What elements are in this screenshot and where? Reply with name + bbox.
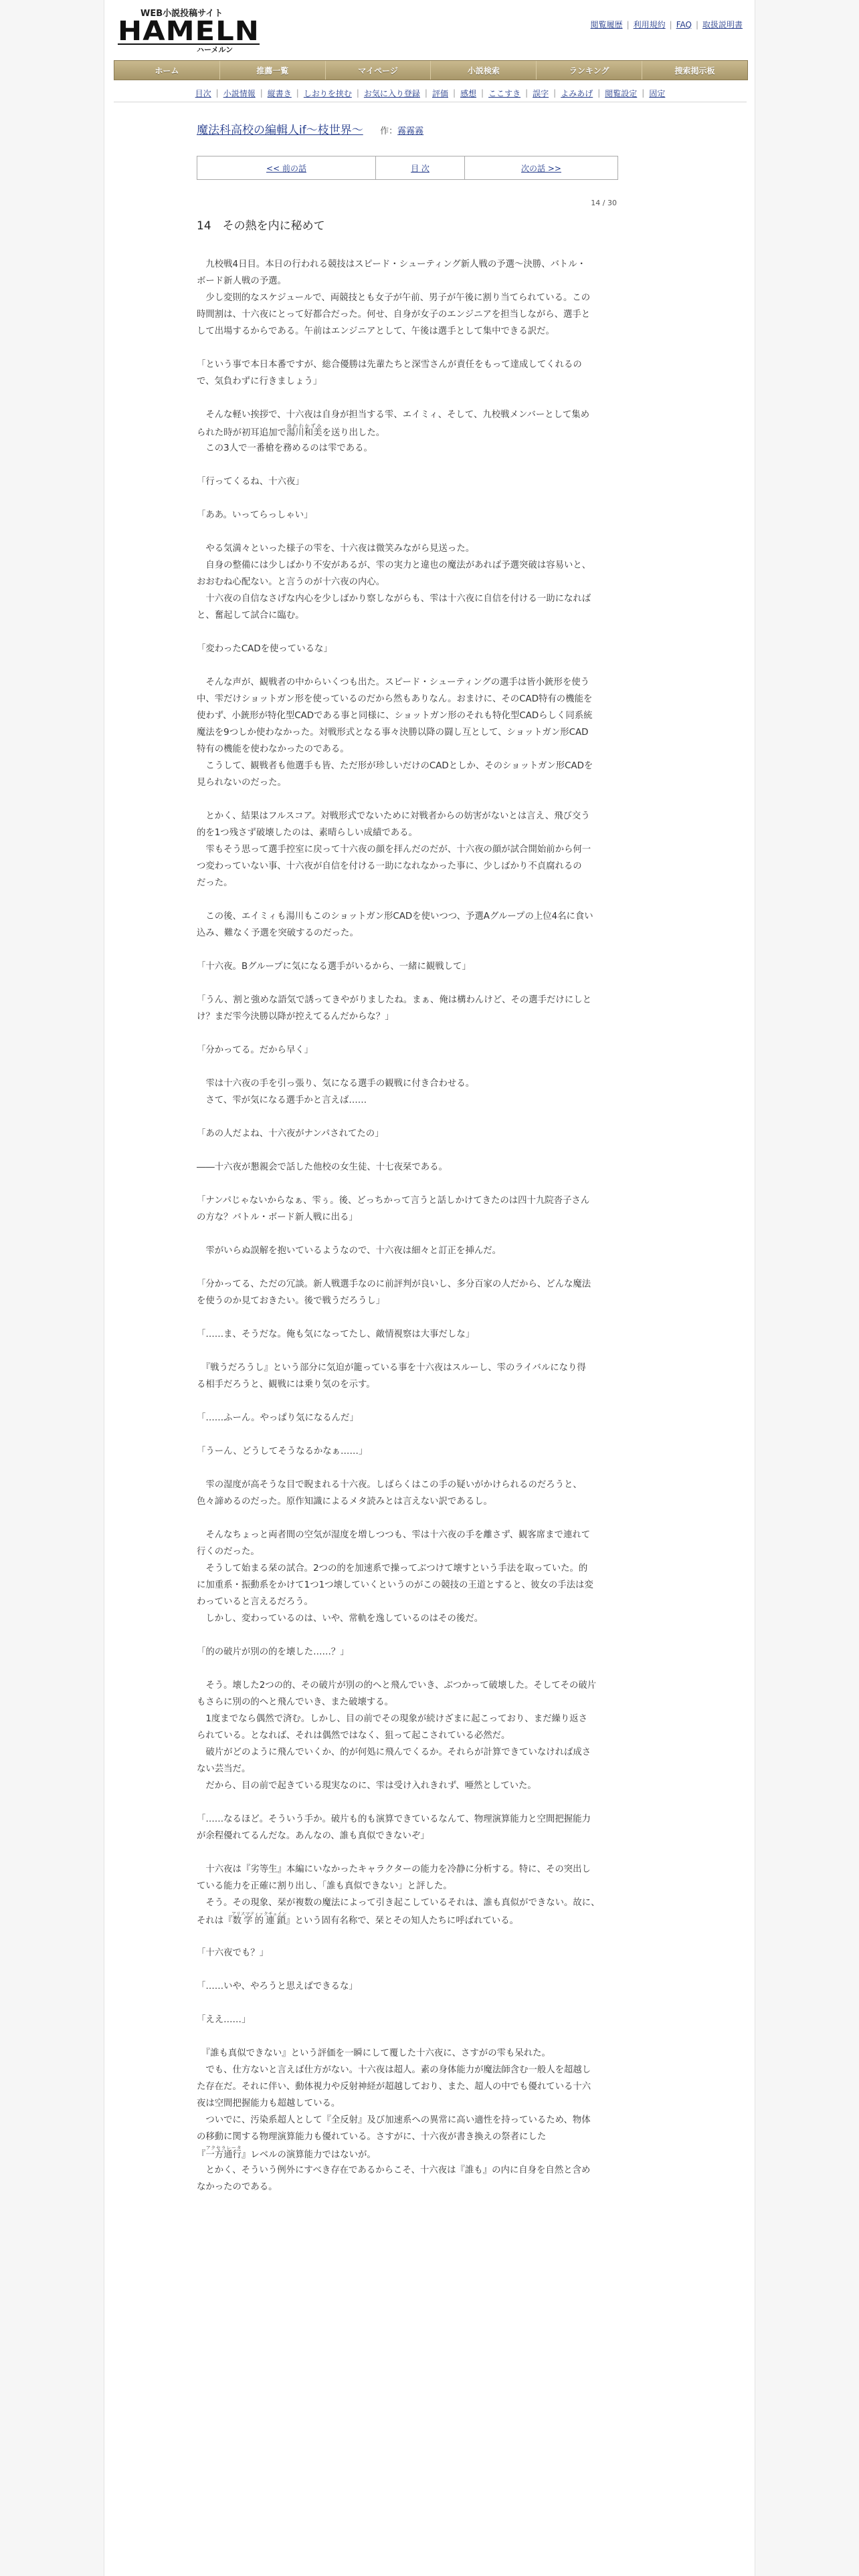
nav-search[interactable]: 小説検索 xyxy=(431,61,537,80)
body-line: それは『数学的連鎖アリスマティックチェイン』という固有名称で、栞とその知人たちに呼ばれている。 xyxy=(197,1911,518,1926)
blank-line xyxy=(197,975,617,992)
subnav-settings[interactable]: 閲覧設定 xyxy=(605,88,638,98)
body-line: 「分かってる。だから早く」 xyxy=(197,1045,314,1055)
novel-title-link[interactable]: 魔法科高校の編輯人if～枝世界～ xyxy=(197,124,363,137)
blank-line xyxy=(197,390,617,407)
body-line: 「うん、割と強めな語気で誘ってきやがりましたね。まぁ、俺は構わんけど、その選手だけにしと xyxy=(197,995,591,1005)
subnav-typo[interactable]: 誤字 xyxy=(533,88,549,98)
body-line: なかったのである。 xyxy=(197,2182,278,2192)
ruby-text xyxy=(231,1911,287,1926)
body-line: 「行ってくるね、十六夜」 xyxy=(197,477,304,487)
chapter-title: 14 その熱を内に秘めて xyxy=(197,219,325,233)
blank-line xyxy=(197,1426,617,1443)
link-manual[interactable]: 取扱説明書 xyxy=(702,20,743,29)
body-line: こうして、観戦者も他選手も皆、ただ形が珍しいだけのCADとしか、そのショットガン形CADを xyxy=(197,761,593,771)
ruby-base: 湯川和美 xyxy=(286,428,322,438)
blank-line xyxy=(197,457,617,473)
body-line: そう。壊した2つの的、その破片が別の的へと飛んでいき、ぶつかって破壊した。そしてその破片 xyxy=(197,1681,597,1691)
nav-mypage[interactable]: マイページ xyxy=(326,61,432,80)
body-line: ない芸当だ。 xyxy=(197,1764,251,1774)
body-line: ――十六夜が懇親会で話した他校の女生徒、十七夜栞である。 xyxy=(197,1162,448,1172)
body-line: 『戦うだろうし』という部分に気迫が籠っている事を十六夜はスルーし、雫のライバルになり得 xyxy=(197,1363,586,1373)
body-line: とかく、結果はフルスコア。対戦形式でないために対戦者からの妨害がないとは言え、飛び交う xyxy=(197,811,590,821)
body-line: と、奮起して試合に臨む。 xyxy=(197,611,304,621)
blank-line xyxy=(197,490,617,507)
body-line: おおむね心配ない。と言うのが十六夜の内心。 xyxy=(197,577,385,587)
body-line: わっていると言えるだろう。 xyxy=(197,1597,313,1607)
body-line: 夜は空間把握能力も超越している。 xyxy=(197,2099,341,2109)
body-line: だから、目の前で起きている現実なのに、雫は受け入れきれず、唖然としていた。 xyxy=(197,1781,537,1791)
prev-chapter-link[interactable]: << 前の話 xyxy=(197,156,376,179)
body-line: 中、雫だけショットガン形を使っているのだから然もありなん。おまけに、そのCAD特有の機能を xyxy=(197,694,593,704)
logo-tagline: WEB小説投稿サイト xyxy=(140,9,223,19)
body-line: 十六夜の自信なさげな内心を少しばかり察しながらも、雫は十六夜に自信を付ける一助になれば xyxy=(197,594,591,604)
blank-line xyxy=(197,1109,617,1125)
top-links: 閲覧履歴 | 利用規約 | FAQ | 取扱説明書 xyxy=(590,20,743,29)
subnav-rate[interactable]: 評価 xyxy=(432,88,448,98)
body-line: け？まだ雫今決勝以降が控えてるんだからな？」 xyxy=(197,1012,394,1022)
ruby-annotation: ゆかわかずみ xyxy=(286,423,322,429)
body-line: そんなちょっと両者間の空気が湿度を増しつつも、雫は十六夜の手を離さず、観客席まで連れて xyxy=(197,1530,591,1540)
body-line: そんな声が、観戦者の中からいくつも出た。スピード・シューティングの選手は皆小銃形を使う xyxy=(197,677,590,687)
body-line: だった。 xyxy=(197,878,233,888)
body-line: 特有の機能を使わなかったのである。 xyxy=(197,744,349,754)
body-line: 「的の破片が別の的を壊した……？」 xyxy=(197,1647,349,1657)
blank-line xyxy=(197,1142,617,1159)
body-line: やる気満々といった様子の雫を、十六夜は微笑みながら見送った。 xyxy=(197,544,475,554)
blank-line xyxy=(197,524,617,540)
blank-line xyxy=(197,1226,617,1243)
blank-line xyxy=(197,1660,617,1677)
body-line: 行くのだった。 xyxy=(197,1547,260,1557)
body-line: 魔法を9つしか使わなかった。対戦形式となる事々決勝以降の闘し互として、ショットガン形CAD xyxy=(197,728,589,738)
body-line: 「ナンパじゃないからなぁ、雫ぅ。後、どっちかって言うと話しかけてきたのは四十九院沓子さん xyxy=(197,1196,590,1206)
chapter-pager xyxy=(197,156,618,180)
body-line: 込み、難なく予選を突破するのだった。 xyxy=(197,928,359,938)
body-line: この3人で一番槍を務めるのは雫である。 xyxy=(197,443,373,453)
body-line: 1度までなら偶然で済む。しかし、目の前でその現象が続けざまに起こっており、まだ繰り返さ xyxy=(197,1714,588,1724)
subnav-review[interactable]: 感想 xyxy=(460,88,477,98)
body-line: 「あの人だよね、十六夜がナンパされてたの」 xyxy=(197,1129,384,1139)
body-line: もさらに別の的へと飛んでいき、また破壊する。 xyxy=(197,1697,394,1707)
body-line: た存在だ。それに伴い、動体視力や反射神経が超越しており、また、超人の中でも優れている十六 xyxy=(197,2082,591,2092)
page-count: 14 / 30 xyxy=(591,199,617,207)
body-line: 「うーん、どうしてそうなるかなぁ……」 xyxy=(197,1446,368,1457)
body-line: 「……ま、そうだな。俺も気になってたし、敵情視察は大事だしな」 xyxy=(197,1329,475,1339)
body-line: して出場するからである。午前はエンジニアとして、午後は選手として集中できる訳だ。 xyxy=(197,326,555,336)
body-line: 「……いや、やろうと思えばできるな」 xyxy=(197,1981,358,1992)
next-chapter-link[interactable]: 次の話 >> xyxy=(521,163,561,173)
body-line: ている能力を正確に割り出し、「誰も真似できない」と評した。 xyxy=(197,1881,452,1891)
body-line: 少し変則的なスケジュールで、両競技とも女子が午前、男子が午後に割り当てられている。この xyxy=(197,293,591,303)
blank-line xyxy=(197,1309,617,1326)
body-line: しかし、変わっているのは、いや、常軌を逸しているのはその後だ。 xyxy=(197,1614,484,1624)
body-line: 見られないのだった。 xyxy=(197,778,286,788)
body-line: とかく、そういう例外にすべき存在であるからこそ、十六夜は『誰も』の内に自身を自然と含め xyxy=(197,2165,591,2175)
body-line: られた時が初耳追加で湯川和美ゆかわかずみを送り出した。 xyxy=(197,423,385,438)
blank-line xyxy=(197,1844,617,1861)
nav-ranking[interactable]: ランキング xyxy=(537,61,642,80)
body-line: 時間割は、十六夜にとって好都合だった。何せ、自身が女子のエンジニアを担当しながら、選手と xyxy=(197,310,591,320)
body-line: る相手だろうと、観戦には乗り気のを示す。 xyxy=(197,1380,375,1390)
link-history[interactable]: 閲覧履歴 xyxy=(590,20,623,29)
ruby-base: 数学的連鎖 xyxy=(231,1916,287,1926)
body-line: 雫もそう思って選手控室に戻って十六夜の顔を拝んだのだが、十六夜の顔が試合開始前から何一 xyxy=(197,845,591,855)
author-link[interactable]: 霧霧霧 xyxy=(397,126,424,136)
body-line: 「という事で本日本番ですが、総合優勝は先輩たちと深雪さんが責任をもって達成してくれるの xyxy=(197,360,582,370)
body-line: られている。となれば、それは偶然ではなく、狙って起こされている必然だ。 xyxy=(197,1731,510,1741)
body-line: そんな軽い挨拶で、十六夜は自身が担当する雫、エイミィ、そして、九校戦メンバーとして集め xyxy=(197,410,590,420)
blank-line xyxy=(197,1393,617,1410)
body-line: 『誰も真似できない』という評価を一瞬にして覆した十六夜に、さすがの雫も呆れた。 xyxy=(197,2048,551,2058)
body-line: そう。その現象、栞が複数の魔法によって引き起こしているそれは、誰も真似ができない。故に、 xyxy=(197,1898,600,1908)
ruby-annotation: アクセラレータ xyxy=(205,2145,242,2151)
body-line: 雫は十六夜の手を引っ張り、気になる選手の観戦に付き合わせる。 xyxy=(197,1079,475,1089)
body-line: さて、雫が気になる選手かと言えば…… xyxy=(197,1095,367,1105)
body-line: この後、エイミィも湯川もこのショットガン形CADを使いつつ、予選Aグループの上位4名に食い xyxy=(197,911,593,922)
subnav-readaloud[interactable]: よみあげ xyxy=(561,88,593,98)
page xyxy=(104,0,755,2576)
blank-line xyxy=(197,1627,617,1644)
subnav-toc[interactable]: 目次 xyxy=(195,88,211,98)
ruby-text xyxy=(286,423,322,438)
blank-line xyxy=(197,657,617,674)
ruby-annotation: アリスマティックチェイン xyxy=(231,1911,287,1917)
blank-line xyxy=(197,1343,617,1360)
ruby-base: 一方通行 xyxy=(205,2150,242,2160)
author-label: 作： xyxy=(380,126,398,136)
blank-line xyxy=(197,1794,617,1811)
subnav-pin[interactable]: 固定 xyxy=(649,88,666,98)
body-line: 『一方通行アクセラレータ』レベルの演算能力ではないが。 xyxy=(197,2145,376,2160)
link-terms[interactable]: 利用規約 xyxy=(633,20,666,29)
subnav-info[interactable]: 小説情報 xyxy=(223,88,256,98)
body-line: 「ええ……」 xyxy=(197,2015,251,2025)
logo-wordmark: HAMELN xyxy=(118,16,260,47)
body-line: が余程優れてるんだな。あんなの、誰も真似できないぞ」 xyxy=(197,1831,430,1841)
body-line: を使うのか見ておきたい。後で戦うだろうし」 xyxy=(197,1296,385,1306)
body-line: 使わず、小銃形が特化型CADである事と同様に、ショットガン形のそれも特化型CADらしく同系統 xyxy=(197,711,593,721)
body-line: 雫の湿度が高そうな目で睨まれる十六夜。しばらくはこの手の疑いがかけられるのだろうと、 xyxy=(197,1480,582,1490)
blank-line xyxy=(197,1259,617,1276)
subnav-favorite[interactable]: お気に入り登録 xyxy=(363,88,420,98)
blank-line xyxy=(197,624,617,641)
body-line: で、気負わずに行きましょう」 xyxy=(197,377,322,387)
blank-line xyxy=(197,2028,617,2045)
body-line: に加重系・振動系をかけて1つ1つ壊していくというのがこの競技の王道とすると、彼女の手法は変 xyxy=(197,1580,593,1590)
blank-line xyxy=(197,1995,617,2012)
body-line: 「ああ。いってらっしゃい」 xyxy=(197,510,313,520)
hameln-logo[interactable] xyxy=(116,7,264,53)
ruby-text xyxy=(205,2145,242,2160)
blank-line xyxy=(197,791,617,808)
blank-line xyxy=(197,1460,617,1477)
nav-board[interactable]: 捜索掲示板 xyxy=(674,66,715,76)
body-line: そうして始まる栞の試合。2つの的を加速系で操ってぶつけて壊すという手法を取っていた。的 xyxy=(197,1564,588,1574)
body-line: ついでに、汚染系超人として『全反射』及び加速系への異常に高い適性を持っているため、物体 xyxy=(197,2115,591,2125)
body-line: 十六夜は『劣等生』本編にいなかったキャラクターの能力を冷静に分析する。特に、その突出し xyxy=(197,1864,591,1874)
nav-recommend[interactable]: 推薦一覧 xyxy=(220,61,326,80)
blank-line xyxy=(197,1025,617,1042)
blank-line xyxy=(197,942,617,958)
blank-line xyxy=(197,1059,617,1075)
body-line: 「十六夜。Bグループに気になる選手がいるから、一緒に観戦して」 xyxy=(197,962,471,972)
body-line: 「……なるほど。そういう手か。破片も的も演算できているなんて、物理演算能力と空間把握能力 xyxy=(197,1814,591,1824)
body-line: 「……ふーん。やっぱり気になるんだ」 xyxy=(197,1413,359,1423)
body-line: の方な？バトル・ボード新人戦に出る」 xyxy=(197,1212,358,1222)
body-line: 色々諦めるのだった。原作知識によるメタ読みとは言えない訳であるし。 xyxy=(197,1497,492,1507)
novel-header xyxy=(197,120,665,137)
novel-sub-nav: 目次 | 小説情報 | 縦書き | しおりを挟む | お気に入り登録 | 評価 | 感想 | ここすき | 誤字 | よみあげ | 閲覧設定 | 固定 xyxy=(114,84,747,102)
subnav-vertical[interactable]: 縦書き xyxy=(267,88,292,98)
body-line: 雫がいらぬ誤解を抱いているようなので、十六夜は細々と訂正を挿んだ。 xyxy=(197,1246,502,1256)
body-line: ボード新人戦の予選。 xyxy=(197,276,286,286)
body-line: 「十六夜でも？」 xyxy=(197,1948,269,1958)
body-line: 的を1つ残さず破壊したのは、素晴らしい成績である。 xyxy=(197,828,417,838)
body-line: の移動に関する物理演算能力も優れている。さすがに、十六夜が書き換えの祭者にした xyxy=(197,2132,547,2142)
body-line: でも、仕方ないと言えば仕方がない。十六夜は超人。素の身体能力が魔法師含む一般人を超越し xyxy=(197,2065,591,2075)
logo-subtitle: ハーメルン xyxy=(197,45,233,53)
blank-line xyxy=(197,340,617,356)
blank-line xyxy=(197,1928,617,1945)
blank-line xyxy=(197,1510,617,1527)
blank-line xyxy=(197,891,617,908)
toc-link[interactable]: 目 次 xyxy=(376,156,465,179)
link-faq[interactable]: FAQ xyxy=(676,20,692,29)
main-nav xyxy=(114,60,748,80)
subnav-like[interactable]: ここすき xyxy=(488,88,521,98)
body-line: 「変わったCADを使っているな」 xyxy=(197,644,332,654)
chapter-body xyxy=(197,256,617,2195)
site-header xyxy=(104,0,755,55)
body-line: つ変わっていない事、十六夜が自信を付ける一助になれなかった事に、少しばかり不貞腐れるの xyxy=(197,861,582,871)
body-line: 「分かってる、ただの冗談。新人戦選手なのに前評判が良いし、多分百家の人だから、どんな魔法 xyxy=(197,1279,591,1289)
subnav-bookmark[interactable]: しおりを挟む xyxy=(303,88,352,98)
body-line: 自身の整備には少しばかり不安があるが、雫の実力と違也の魔法があれば予選突破は容易いと、 xyxy=(197,560,591,570)
body-line: 破片がどのように飛んでいくか、的が何処に飛んでくるか。それらが計算できていなければ成さ xyxy=(197,1747,591,1757)
blank-line xyxy=(197,1961,617,1978)
nav-home[interactable]: ホーム xyxy=(114,61,220,80)
body-line: 九校戦4日目。本日の行われる競技はスピード・シューティング新人戦の予選〜決勝、バトル・ xyxy=(197,259,586,270)
blank-line xyxy=(197,1176,617,1192)
